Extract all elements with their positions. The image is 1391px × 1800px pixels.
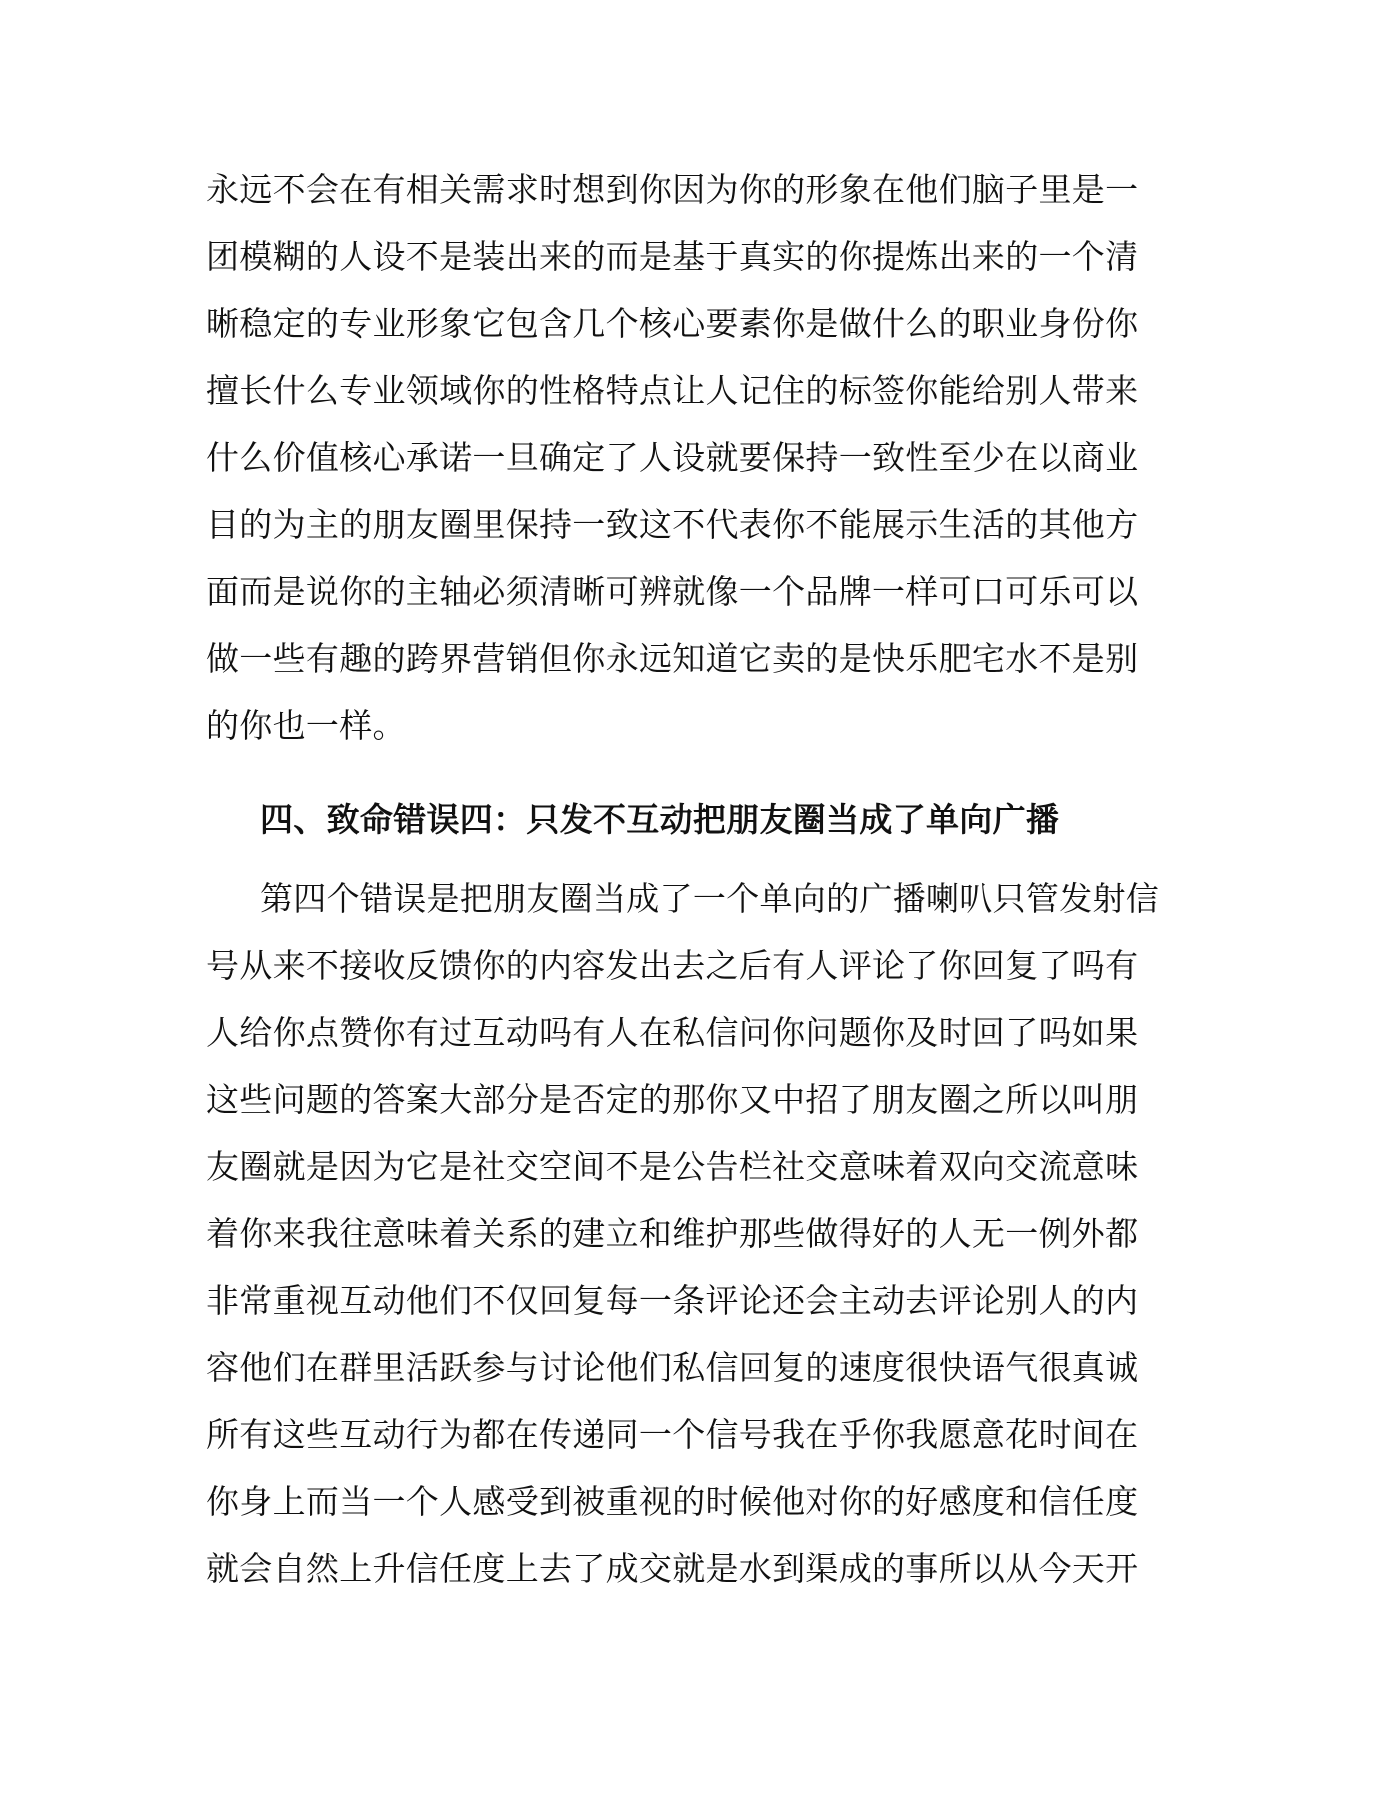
text-line: 什么价值核心承诺一旦确定了人设就要保持一致性至少在以商业 xyxy=(206,438,1139,477)
text-line: 目的为主的朋友圈里保持一致这不代表你不能展示生活的其他方 xyxy=(206,505,1139,544)
text-line: 容他们在群里活跃参与讨论他们私信回复的速度很快语气很真诚 xyxy=(206,1348,1139,1387)
text-line: 所有这些互动行为都在传递同一个信号我在乎你我愿意花时间在 xyxy=(206,1415,1139,1454)
body-paragraph xyxy=(206,865,1159,1602)
text-line: 永远不会在有相关需求时想到你因为你的形象在他们脑子里是一 xyxy=(206,170,1139,209)
text-line: 非常重视互动他们不仅回复每一条评论还会主动去评论别人的内 xyxy=(206,1281,1139,1320)
text-line: 第四个错误是把朋友圈当成了一个单向的广播喇叭只管发射信 xyxy=(260,879,1160,918)
text-line: 做一些有趣的跨界营销但你永远知道它卖的是快乐肥宅水不是别 xyxy=(206,639,1139,678)
text-line: 就会自然上升信任度上去了成交就是水到渠成的事所以从今天开 xyxy=(206,1549,1139,1588)
text-line: 你身上而当一个人感受到被重视的时候他对你的好感度和信任度 xyxy=(206,1482,1139,1521)
text-line: 号从来不接收反馈你的内容发出去之后有人评论了你回复了吗有 xyxy=(206,946,1139,985)
section-heading: 四、致命错误四：只发不互动把朋友圈当成了单向广播 xyxy=(260,800,1060,839)
body-paragraph xyxy=(206,156,1138,759)
text-line: 团模糊的人设不是装出来的而是基于真实的你提炼出来的一个清 xyxy=(206,237,1139,276)
text-line: 这些问题的答案大部分是否定的那你又中招了朋友圈之所以叫朋 xyxy=(206,1080,1139,1119)
text-line: 的你也一样。 xyxy=(206,706,406,745)
text-line: 面而是说你的主轴必须清晰可辨就像一个品牌一样可口可乐可以 xyxy=(206,572,1139,611)
text-line: 人给你点赞你有过互动吗有人在私信问你问题你及时回了吗如果 xyxy=(206,1013,1139,1052)
text-line: 晰稳定的专业形象它包含几个核心要素你是做什么的职业身份你 xyxy=(206,304,1139,343)
text-line: 友圈就是因为它是社交空间不是公告栏社交意味着双向交流意味 xyxy=(206,1147,1139,1186)
text-line: 着你来我往意味着关系的建立和维护那些做得好的人无一例外都 xyxy=(206,1214,1139,1253)
text-line: 擅长什么专业领域你的性格特点让人记住的标签你能给别人带来 xyxy=(206,371,1139,410)
